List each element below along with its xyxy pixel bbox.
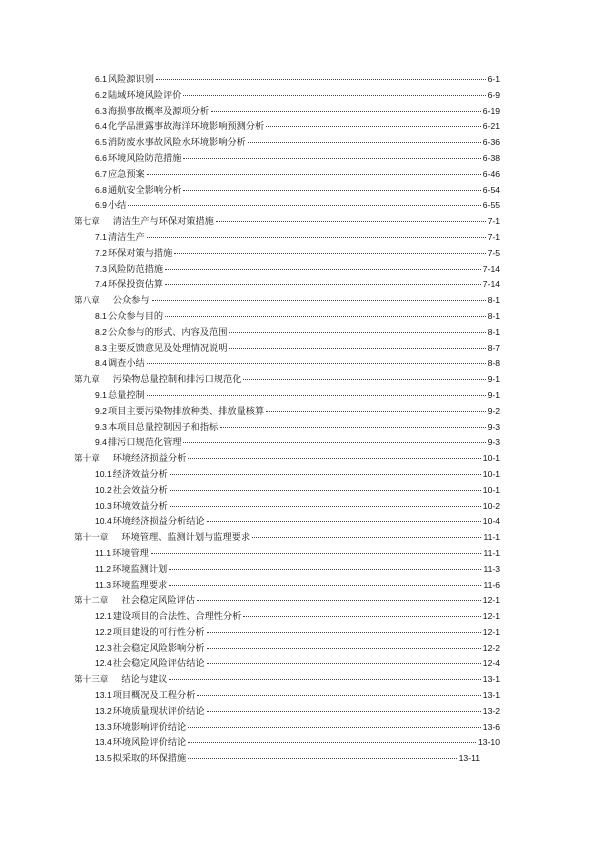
toc-entry-number: 9.4 <box>95 437 107 448</box>
toc-entry-number: 10.4 <box>95 516 112 527</box>
dot-leader <box>266 126 481 127</box>
dot-leader <box>165 316 486 317</box>
toc-section-entry[interactable] <box>74 499 500 515</box>
toc-entry-page-number: 6-9 <box>487 89 500 100</box>
toc-entry-number: 第八章 <box>74 295 100 306</box>
toc-chapter-entry[interactable] <box>74 530 500 546</box>
toc-entry-page-number: 10-1 <box>482 468 500 479</box>
toc-entry-number: 第十一章 <box>74 532 109 543</box>
toc-entry-title: 消防废水事故风险水环境影响分析 <box>107 137 246 148</box>
toc-section-entry[interactable] <box>74 72 500 88</box>
dot-leader <box>174 253 485 254</box>
toc-entry-title: 环境经济损益分析结论 <box>112 516 205 527</box>
toc-entry-number: 8.2 <box>95 326 107 337</box>
toc-entry-page-number: 13-6 <box>482 721 500 732</box>
toc-entry-title: 环境影响评价结论 <box>112 721 187 732</box>
toc-chapter-entry[interactable] <box>74 293 500 309</box>
toc-entry-number: 10.1 <box>95 468 112 479</box>
toc-entry-number: 9.2 <box>95 405 107 416</box>
toc-entry-page-number: 7-14 <box>482 263 500 274</box>
toc-entry-page-number: 9-2 <box>487 405 500 416</box>
dot-leader <box>169 679 480 680</box>
toc-entry-number: 6.3 <box>95 105 107 116</box>
toc-entry-page-number: 7-1 <box>487 231 500 242</box>
dot-leader <box>188 742 476 743</box>
toc-entry-number: 6.4 <box>95 121 107 132</box>
toc-entry-number: 11.2 <box>95 563 112 574</box>
toc-entry-number: 6.9 <box>95 200 107 211</box>
toc-entry-title: 化学品泄露事故海洋环境影响预测分析 <box>107 121 265 132</box>
dot-leader <box>128 205 480 206</box>
toc-section-entry[interactable] <box>74 309 500 325</box>
toc-section-entry[interactable] <box>74 135 500 151</box>
toc-entry-title: 通航安全影响分析 <box>107 184 182 195</box>
toc-entry-page-number: 10-2 <box>482 500 500 511</box>
toc-entry-title: 海损事故概率及源项分析 <box>107 105 210 116</box>
dot-leader <box>216 221 486 222</box>
toc-entry-title: 排污口规范化管理 <box>107 437 182 448</box>
toc-entry-page-number: 11-1 <box>483 532 500 543</box>
dot-leader <box>220 427 485 428</box>
toc-entry-number: 10.3 <box>95 500 112 511</box>
toc-section-entry[interactable] <box>74 467 500 483</box>
dot-leader <box>170 506 481 507</box>
toc-entry-title: 总量控制 <box>107 389 145 400</box>
toc-entry-title: 项目主要污染物排放种类、排放量核算 <box>107 405 265 416</box>
dot-leader <box>211 111 481 112</box>
dot-leader <box>207 632 481 633</box>
toc-entry-page-number: 12-1 <box>482 595 500 606</box>
toc-entry-title: 应急预案 <box>107 168 145 179</box>
toc-entry-title: 环境监测计划 <box>112 563 168 574</box>
dot-leader <box>188 758 456 759</box>
toc-entry-number: 6.5 <box>95 137 107 148</box>
toc-section-entry[interactable] <box>74 88 500 104</box>
dot-leader <box>207 521 481 522</box>
dot-leader <box>170 490 481 491</box>
toc-entry-number: 9.1 <box>95 389 107 400</box>
toc-section-entry[interactable] <box>74 704 500 720</box>
dot-leader <box>252 537 481 538</box>
toc-entry-title: 风险源识别 <box>107 74 154 84</box>
toc-entry-title: 公众参与的形式、内容及范围 <box>107 326 228 337</box>
toc-entry-number: 8.3 <box>95 342 107 353</box>
toc-entry-number: 13.2 <box>95 705 112 716</box>
toc-section-entry[interactable] <box>74 578 500 594</box>
toc-entry-number: 6.1 <box>95 74 107 84</box>
toc-entry-title: 社会效益分析 <box>112 484 168 495</box>
toc-entry-page-number: 6-46 <box>482 168 500 179</box>
toc-entry-page-number: 8-8 <box>487 358 500 369</box>
toc-entry-number: 12.1 <box>95 611 112 622</box>
toc-section-entry[interactable] <box>74 735 500 751</box>
toc-entry-title: 清洁生产 <box>107 231 145 242</box>
toc-section-entry[interactable] <box>74 388 500 404</box>
dot-leader <box>147 237 486 238</box>
toc-entry-title: 清洁生产与环保对策措施 <box>112 216 214 227</box>
toc-entry-page-number: 13-1 <box>482 690 500 701</box>
dot-leader <box>169 585 481 586</box>
toc-entry-number: 9.3 <box>95 421 107 432</box>
toc-entry-page-number: 8-1 <box>487 310 500 321</box>
toc-entry-title: 环保对策与措施 <box>107 247 173 258</box>
table-of-contents <box>74 72 500 767</box>
dot-leader <box>197 695 480 696</box>
toc-entry-number: 6.7 <box>95 168 107 179</box>
toc-entry-page-number: 12-1 <box>482 611 500 622</box>
toc-entry-page-number: 7-1 <box>487 216 500 227</box>
toc-entry-page-number: 8-1 <box>487 295 500 306</box>
toc-entry-number: 6.2 <box>95 89 107 100</box>
toc-section-entry[interactable] <box>74 262 500 278</box>
toc-entry-number: 第十章 <box>74 453 100 464</box>
toc-section-entry[interactable] <box>74 420 500 436</box>
toc-section-entry[interactable] <box>74 609 500 625</box>
toc-entry-number: 第十二章 <box>74 595 109 606</box>
dot-leader <box>147 174 481 175</box>
toc-entry-page-number: 6-1 <box>487 74 500 84</box>
toc-entry-title: 公众参与目的 <box>107 310 164 321</box>
toc-entry-title: 环境经济损益分析 <box>112 453 187 464</box>
toc-entry-page-number: 12-1 <box>482 626 500 637</box>
toc-entry-number: 7.3 <box>95 263 107 274</box>
toc-entry-title: 主要反馈意见及处理情况说明 <box>107 342 228 353</box>
toc-section-entry[interactable] <box>74 151 500 167</box>
toc-section-entry[interactable] <box>74 325 500 341</box>
toc-section-entry[interactable] <box>74 546 500 562</box>
toc-entry-number: 11.1 <box>95 547 112 558</box>
toc-section-entry[interactable] <box>74 183 500 199</box>
toc-entry-title: 拟采取的环保措施 <box>112 753 187 764</box>
toc-entry-page-number: 11-1 <box>483 547 500 558</box>
toc-entry-number: 12.3 <box>95 642 112 653</box>
dot-leader <box>188 458 481 459</box>
toc-entry-title: 调查小结 <box>107 358 145 369</box>
toc-entry-page-number: 13-2 <box>482 705 500 716</box>
toc-entry-page-number: 6-38 <box>482 152 500 163</box>
toc-entry-page-number: 6-54 <box>482 184 500 195</box>
toc-entry-number: 8.1 <box>95 310 107 321</box>
toc-chapter-entry[interactable] <box>74 451 500 467</box>
dot-leader <box>229 348 485 349</box>
dot-leader <box>152 300 486 301</box>
toc-section-entry[interactable] <box>74 625 500 641</box>
toc-entry-page-number: 13-1 <box>482 674 500 685</box>
toc-entry-page-number: 11-6 <box>483 579 500 590</box>
toc-section-entry[interactable] <box>74 230 500 246</box>
toc-section-entry[interactable] <box>74 483 500 499</box>
toc-entry-title: 环境监理要求 <box>112 579 168 590</box>
toc-chapter-entry[interactable] <box>74 214 500 230</box>
toc-section-entry[interactable] <box>74 751 500 767</box>
toc-entry-title: 小结 <box>107 200 127 211</box>
dot-leader <box>169 569 481 570</box>
toc-entry-number: 13.1 <box>95 690 112 701</box>
toc-entry-title: 社会稳定风险评估结论 <box>112 658 205 669</box>
toc-entry-number: 11.3 <box>95 579 112 590</box>
toc-section-entry[interactable] <box>74 356 500 372</box>
toc-entry-page-number: 6-36 <box>482 137 500 148</box>
toc-section-entry[interactable] <box>74 656 500 672</box>
toc-entry-title: 环境管理 <box>112 547 149 558</box>
toc-entry-title: 环境管理、监测计划与监理要求 <box>121 532 251 543</box>
toc-section-entry[interactable] <box>74 277 500 293</box>
toc-entry-page-number: 8-7 <box>487 342 500 353</box>
toc-entry-number: 6.6 <box>95 152 107 163</box>
toc-entry-number: 10.2 <box>95 484 112 495</box>
dot-leader <box>183 442 485 443</box>
dot-leader <box>188 727 481 728</box>
toc-entry-title: 结论与建议 <box>121 674 168 685</box>
dot-leader <box>183 95 485 96</box>
toc-section-entry[interactable] <box>74 341 500 357</box>
dot-leader <box>207 663 481 664</box>
toc-section-entry[interactable] <box>74 562 500 578</box>
toc-entry-number: 第十三章 <box>74 674 109 685</box>
dot-leader <box>165 269 481 270</box>
dot-leader <box>183 158 480 159</box>
toc-entry-number: 12.4 <box>95 658 112 669</box>
dot-leader <box>243 616 480 617</box>
toc-section-entry[interactable] <box>74 167 500 183</box>
toc-entry-page-number: 7-14 <box>482 279 500 290</box>
toc-entry-page-number: 10-4 <box>482 516 500 527</box>
dot-leader <box>266 411 485 412</box>
toc-entry-number: 13.3 <box>95 721 112 732</box>
toc-entry-title: 风险防范措施 <box>107 263 164 274</box>
toc-section-entry[interactable] <box>74 641 500 657</box>
toc-entry-page-number: 11-3 <box>483 563 500 574</box>
dot-leader <box>156 79 486 80</box>
toc-entry-number: 7.4 <box>95 279 107 290</box>
toc-section-entry[interactable] <box>74 720 500 736</box>
dot-leader <box>207 648 481 649</box>
toc-entry-title: 项目概况及工程分析 <box>112 690 196 701</box>
toc-entry-title: 项目建设的可行性分析 <box>112 626 205 637</box>
toc-entry-page-number: 9-3 <box>487 421 500 432</box>
toc-entry-number: 第七章 <box>74 216 100 227</box>
toc-entry-page-number: 9-3 <box>487 437 500 448</box>
toc-entry-title: 环境风险评价结论 <box>112 737 187 748</box>
toc-entry-page-number: 8-1 <box>487 326 500 337</box>
toc-entry-title: 环境质量现状评价结论 <box>112 705 205 716</box>
dot-leader <box>243 379 485 380</box>
toc-section-entry[interactable] <box>74 688 500 704</box>
toc-entry-title: 建设项目的合法性、合理性分析 <box>112 611 242 622</box>
toc-entry-page-number: 6-19 <box>482 105 500 116</box>
toc-entry-page-number: 13-11 <box>458 753 480 764</box>
toc-entry-title: 社会稳定风险评估 <box>121 595 195 606</box>
toc-entry-page-number: 10-1 <box>482 453 500 464</box>
toc-entry-page-number: 12-4 <box>482 658 500 669</box>
toc-entry-number: 7.1 <box>95 231 107 242</box>
dot-leader <box>147 395 486 396</box>
dot-leader <box>183 190 480 191</box>
dot-leader <box>207 711 481 712</box>
toc-entry-title: 环境风险防范措施 <box>107 152 182 163</box>
toc-section-entry[interactable] <box>74 104 500 120</box>
toc-chapter-entry[interactable] <box>74 593 500 609</box>
toc-section-entry[interactable] <box>74 246 500 262</box>
toc-entry-title: 陆域环境风险评价 <box>107 89 182 100</box>
dot-leader <box>229 332 485 333</box>
dot-leader <box>165 284 481 285</box>
toc-entry-title: 经济效益分析 <box>112 468 168 479</box>
toc-entry-title: 社会稳定风险影响分析 <box>112 642 205 653</box>
toc-entry-page-number: 6-55 <box>482 200 500 211</box>
toc-entry-page-number: 10-1 <box>482 484 500 495</box>
toc-entry-number: 13.5 <box>95 753 112 764</box>
dot-leader <box>151 553 482 554</box>
toc-entry-page-number: 7-5 <box>487 247 500 258</box>
toc-entry-page-number: 9-1 <box>487 374 500 385</box>
toc-entry-title: 环境效益分析 <box>112 500 168 511</box>
toc-entry-title: 环保投资估算 <box>107 279 164 290</box>
dot-leader <box>147 363 486 364</box>
toc-chapter-entry[interactable] <box>74 672 500 688</box>
toc-chapter-entry[interactable] <box>74 372 500 388</box>
toc-entry-number: 8.4 <box>95 358 107 369</box>
toc-entry-page-number: 12-2 <box>482 642 500 653</box>
toc-entry-number: 第九章 <box>74 374 100 385</box>
toc-entry-page-number: 6-21 <box>482 121 500 132</box>
toc-section-entry[interactable] <box>74 514 500 530</box>
dot-leader <box>170 474 481 475</box>
toc-section-entry[interactable] <box>74 404 500 420</box>
dot-leader <box>248 142 481 143</box>
toc-section-entry[interactable] <box>74 119 500 135</box>
dot-leader <box>197 600 481 601</box>
toc-section-entry[interactable] <box>74 435 500 451</box>
toc-entry-number: 6.8 <box>95 184 107 195</box>
toc-entry-page-number: 9-1 <box>487 389 500 400</box>
toc-entry-number: 12.2 <box>95 626 112 637</box>
toc-entry-page-number: 13-10 <box>478 737 500 748</box>
toc-entry-title: 污染物总量控制和排污口规范化 <box>112 374 242 385</box>
toc-entry-title: 公众参与 <box>112 295 150 306</box>
toc-entry-number: 7.2 <box>95 247 107 258</box>
toc-section-entry[interactable] <box>74 198 500 214</box>
toc-entry-number: 13.4 <box>95 737 112 748</box>
toc-entry-title: 本项目总量控制因子和指标 <box>107 421 219 432</box>
